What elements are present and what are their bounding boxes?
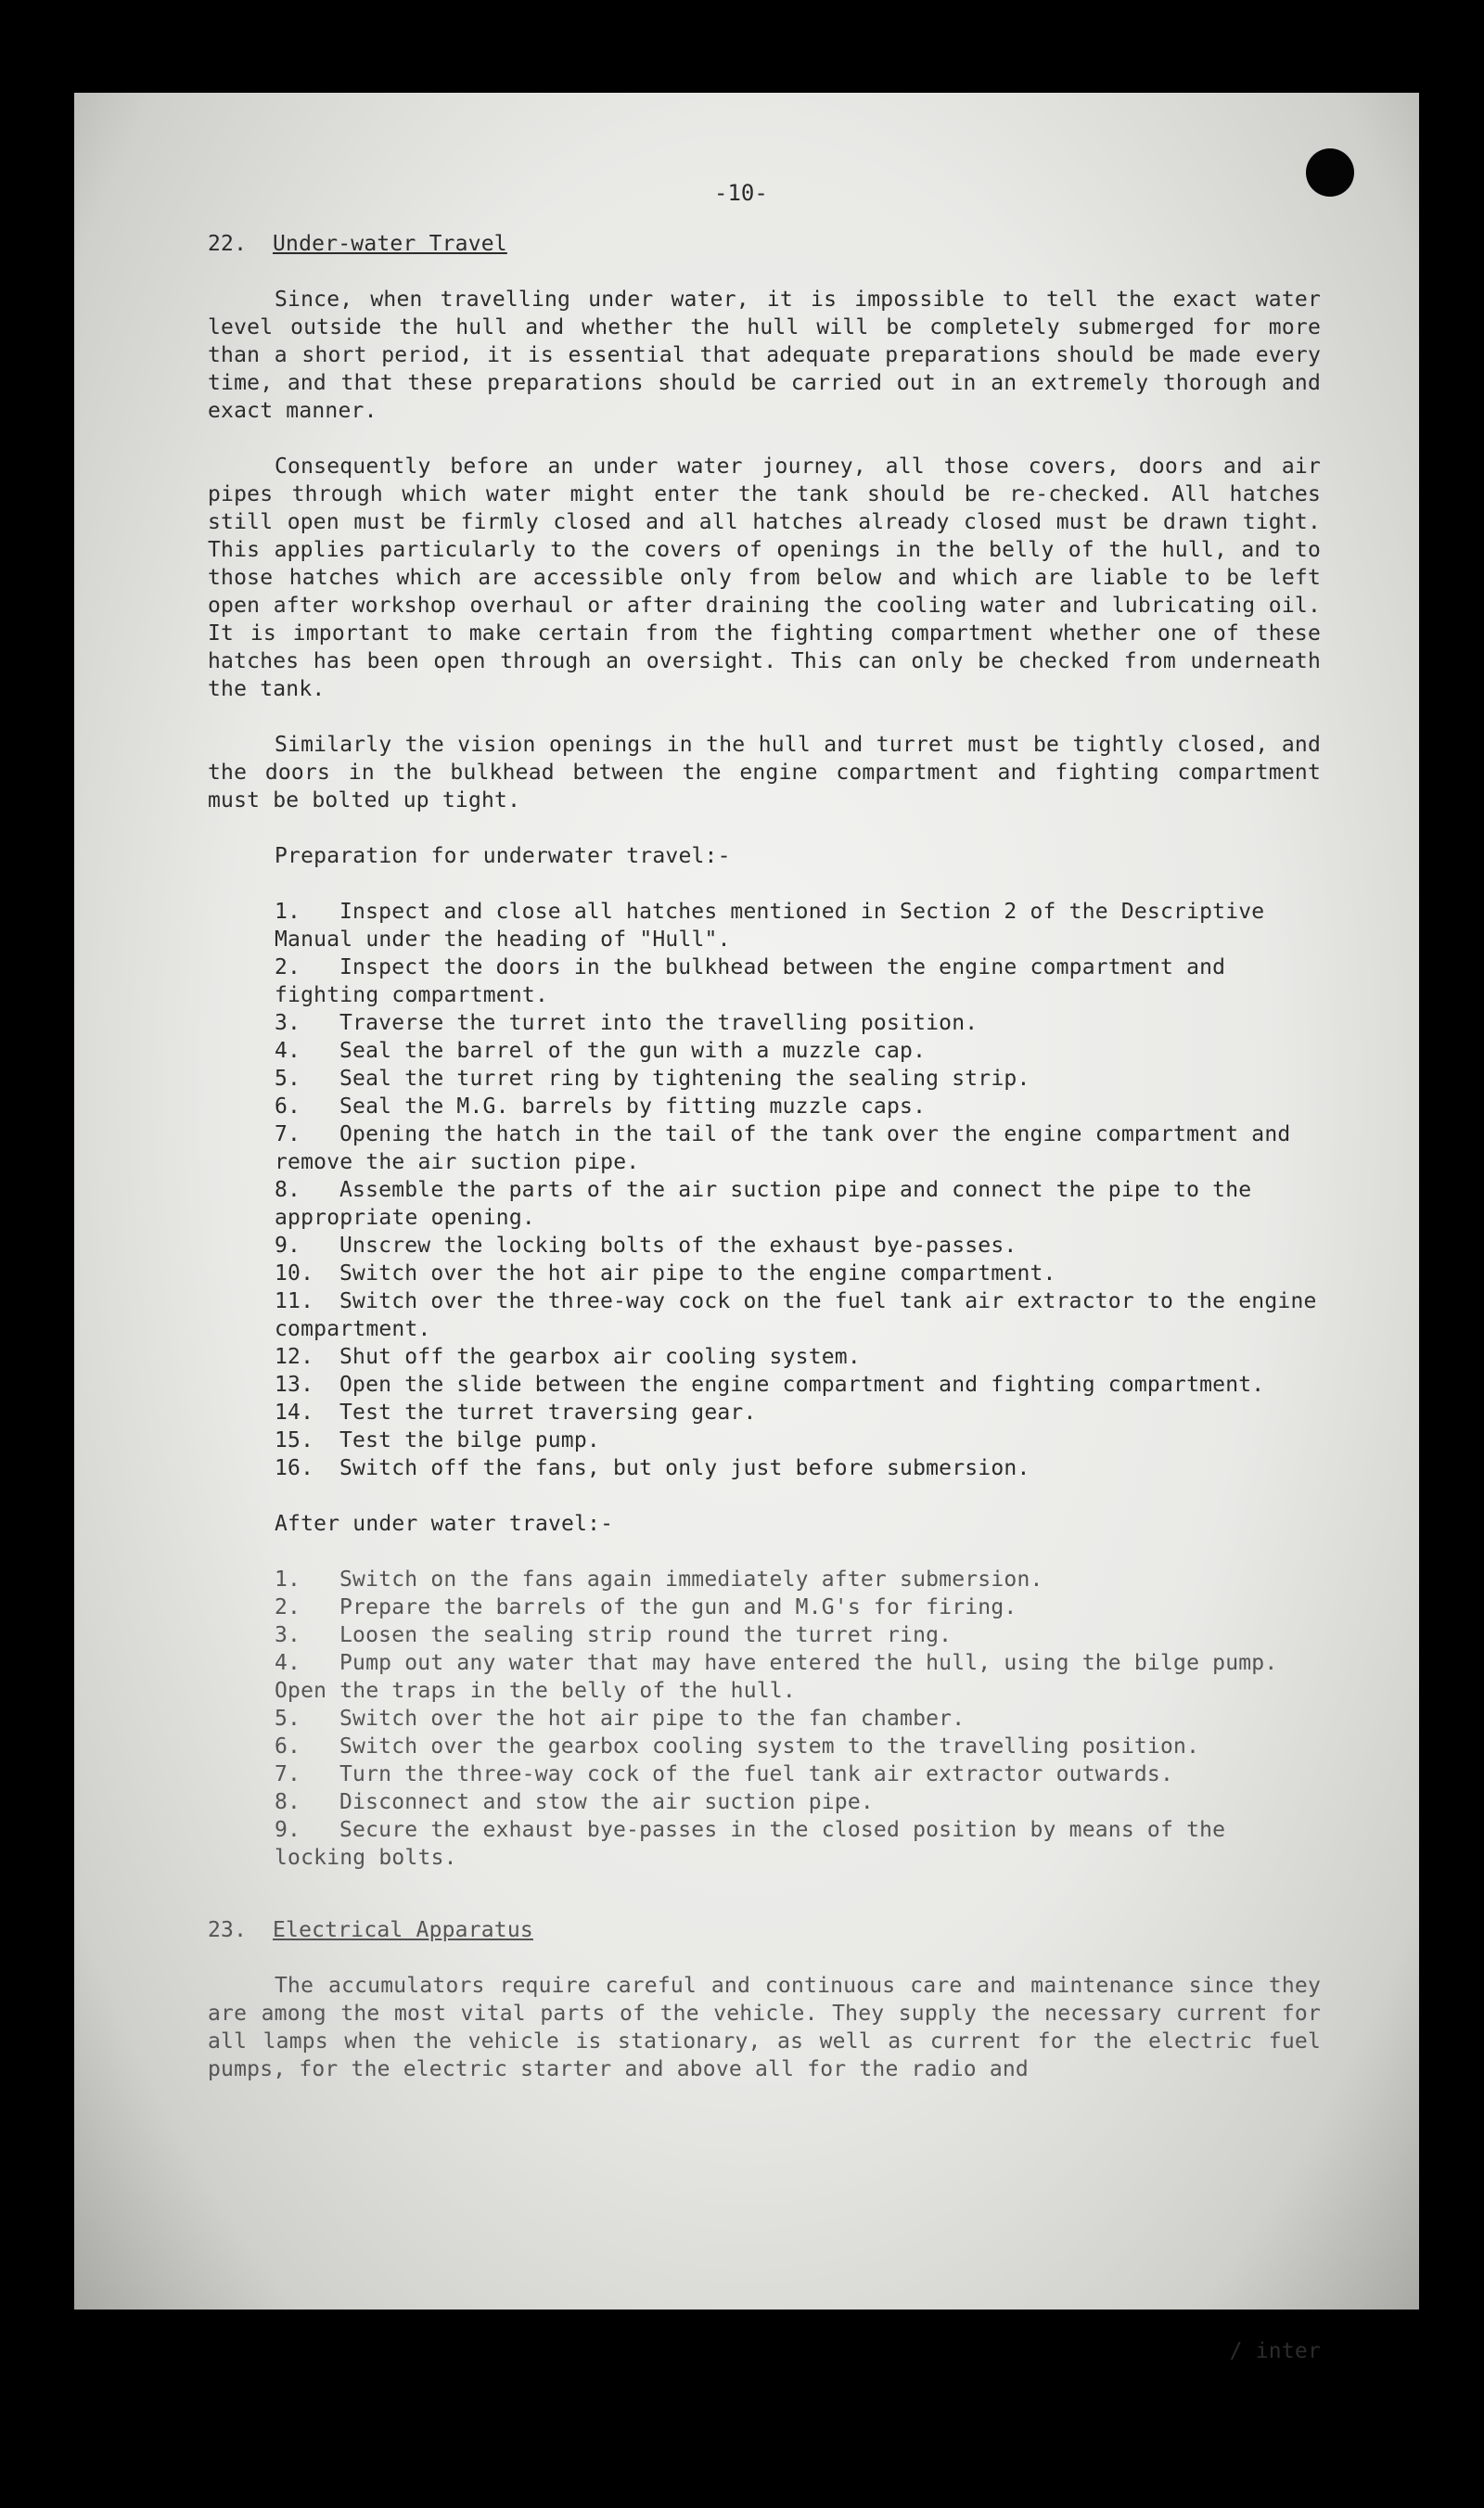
item-text: Test the turret traversing gear.: [339, 1401, 757, 1425]
preparation-list: [208, 898, 1321, 1482]
item-number: 14.: [275, 1401, 314, 1425]
paragraph: Consequently before an under water journey, all those covers, doors and air pipes through which water might enter the tank should be re-checked. All hatches still open must be firmly closed and all hatches already closed must be drawn tight. This applies particularly to the covers of openings in the belly of the hull, and to those hatches which are accessible only from below and which are liable to be left open after workshop overhaul or after draining the cooling water and lubricating oil. It is important to make certain from the fighting compartment whether one of these hatches has been open through an oversight. This can only be checked from underneath the tank.: [208, 454, 1321, 701]
item-number: 7.: [275, 1762, 301, 1786]
list-item: [208, 1760, 1321, 1788]
list-item: [208, 1816, 1321, 1872]
after-travel-list: [208, 1566, 1321, 1872]
list-item: [208, 953, 1321, 1009]
item-number: 5.: [275, 1067, 301, 1091]
item-text: Switch over the three-way cock on the fuel tank air extractor to the engine compartment.: [275, 1289, 1317, 1341]
item-text: Switch over the gearbox cooling system to the travelling position.: [339, 1734, 1200, 1759]
list-item: [208, 1037, 1321, 1065]
section-22-heading: [208, 230, 1321, 258]
item-number: 2.: [275, 1595, 301, 1619]
item-text: Secure the exhaust bye-passes in the closed position by means of the locking bolts.: [275, 1818, 1226, 1870]
list-item: [208, 1399, 1321, 1427]
list-item: [208, 1733, 1321, 1760]
item-number: 2.: [275, 955, 301, 979]
page-number: -10-: [714, 180, 768, 206]
list-item: [208, 1287, 1321, 1343]
list-item: [208, 1093, 1321, 1120]
list-item: [208, 1065, 1321, 1093]
item-number: 12.: [275, 1345, 314, 1369]
item-number: 3.: [275, 1623, 301, 1647]
item-number: 8.: [275, 1790, 301, 1814]
item-text: Switch over the hot air pipe to the engine compartment.: [339, 1261, 1056, 1286]
item-text: Seal the barrel of the gun with a muzzle cap.: [339, 1039, 927, 1063]
list-item: [208, 1176, 1321, 1232]
paragraph: Since, when travelling under water, it is impossible to tell the exact water level outside the hull and whether the hull will be completely submerged for more than a short period, it is essential that adequate preparations should be made every time, and that these preparations should be carried out in an extremely thorough and exact manner.: [208, 288, 1321, 423]
section-23-heading: [208, 1916, 1321, 1944]
list-item: [208, 1009, 1321, 1037]
item-text: Loosen the sealing strip round the turret ring.: [339, 1623, 953, 1647]
item-number: 3.: [275, 1011, 301, 1035]
item-text: Switch on the fans again immediately after submersion.: [339, 1568, 1043, 1592]
item-number: 11.: [275, 1289, 314, 1313]
paragraph: Similarly the vision openings in the hull and turret must be tightly closed, and the doors in the bulkhead between the engine compartment and fighting compartment must be bolted up tight.: [208, 733, 1321, 813]
list-item: [208, 1260, 1321, 1287]
list-item: [208, 1343, 1321, 1371]
list-item: [208, 1649, 1321, 1705]
list-item: [208, 1454, 1321, 1482]
item-number: 8.: [275, 1178, 301, 1202]
item-number: 5.: [275, 1707, 301, 1731]
item-text: Assemble the parts of the air suction pipe and connect the pipe to the appropriate opening.: [275, 1178, 1252, 1230]
item-text: Seal the M.G. barrels by fitting muzzle caps.: [339, 1094, 927, 1119]
paragraph: The accumulators require careful and continuous care and maintenance since they are among the most vital parts of the vehicle. They supply the necessary current for all lamps when the vehicle is stationary, as well as current for the electric fuel pumps, for the electric starter and above all for the radio and: [208, 1974, 1321, 2081]
item-number: 4.: [275, 1651, 301, 1675]
item-number: 7.: [275, 1122, 301, 1146]
section-title: Electrical Apparatus: [273, 1918, 533, 1942]
list-item: [208, 1621, 1321, 1649]
item-text: Turn the three-way cock of the fuel tank air extractor outwards.: [339, 1762, 1174, 1786]
page-body: [208, 186, 1321, 2363]
list-item: [208, 1427, 1321, 1454]
item-number: 10.: [275, 1261, 314, 1286]
subheading-after: After under water travel:-: [275, 1512, 614, 1536]
item-text: Pump out any water that may have entered the hull, using the bilge pump. Open the traps in the belly of the hull.: [275, 1651, 1278, 1703]
subheading-preparation: Preparation for underwater travel:-: [275, 844, 731, 868]
item-number: 16.: [275, 1456, 314, 1480]
item-text: Unscrew the locking bolts of the exhaust bye-passes.: [339, 1234, 1017, 1258]
item-number: 6.: [275, 1094, 301, 1119]
item-text: Open the slide between the engine compartment and fighting compartment.: [339, 1373, 1265, 1397]
item-number: 9.: [275, 1234, 301, 1258]
item-text: Traverse the turret into the travelling position.: [339, 1011, 979, 1035]
item-text: Disconnect and stow the air suction pipe.: [339, 1790, 874, 1814]
item-text: Prepare the barrels of the gun and M.G's for firing.: [339, 1595, 1017, 1619]
item-text: Switch off the fans, but only just before submersion.: [339, 1456, 1030, 1480]
section-number: 22.: [208, 232, 248, 256]
item-number: 1.: [275, 900, 301, 924]
continuation-catchword: / inter: [1229, 2339, 1321, 2363]
item-text: Opening the hatch in the tail of the tank over the engine compartment and remove the air suction pipe.: [275, 1122, 1291, 1174]
item-number: 9.: [275, 1818, 301, 1842]
list-item: [208, 1593, 1321, 1621]
item-number: 6.: [275, 1734, 301, 1759]
item-number: 1.: [275, 1568, 301, 1592]
list-item: [208, 1120, 1321, 1176]
item-number: 4.: [275, 1039, 301, 1063]
item-number: 15.: [275, 1428, 314, 1452]
list-item: [208, 1371, 1321, 1399]
list-item: [208, 1232, 1321, 1260]
item-text: Switch over the hot air pipe to the fan chamber.: [339, 1707, 966, 1731]
list-item: [208, 898, 1321, 953]
item-text: Inspect and close all hatches mentioned in Section 2 of the Descriptive Manual under the heading of "Hull".: [275, 900, 1265, 952]
item-number: 13.: [275, 1373, 314, 1397]
item-text: Shut off the gearbox air cooling system.: [339, 1345, 861, 1369]
list-item: [208, 1566, 1321, 1593]
item-text: Inspect the doors in the bulkhead between the engine compartment and fighting compartment.: [275, 955, 1226, 1007]
item-text: Seal the turret ring by tightening the sealing strip.: [339, 1067, 1030, 1091]
item-text: Test the bilge pump.: [339, 1428, 600, 1452]
section-title: Under-water Travel: [273, 232, 507, 256]
list-item: [208, 1788, 1321, 1816]
section-number: 23.: [208, 1918, 248, 1942]
list-item: [208, 1705, 1321, 1733]
